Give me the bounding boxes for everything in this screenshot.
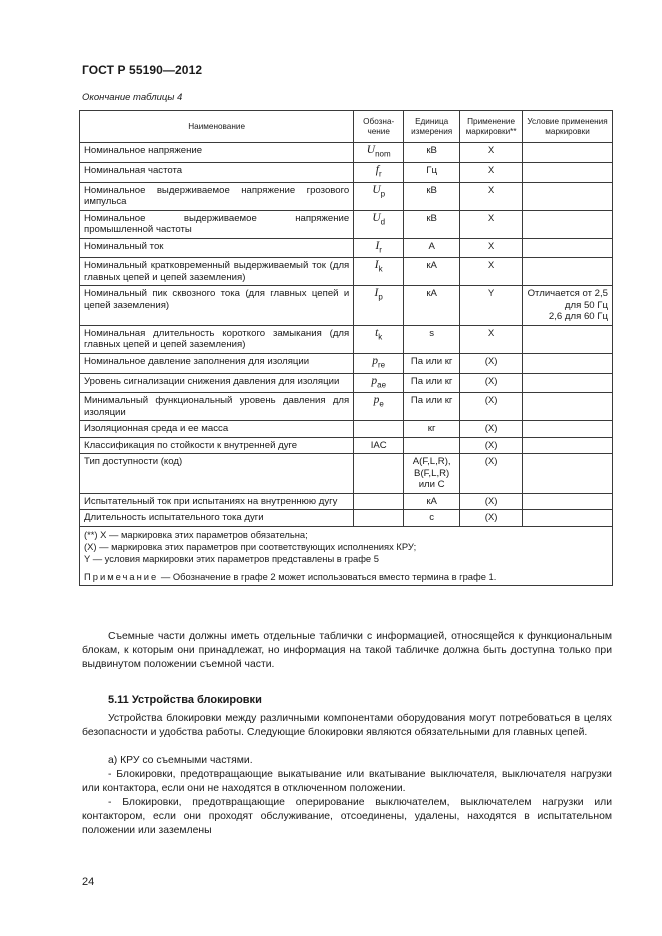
unit-line: или С — [418, 479, 445, 491]
row-name: Номинальное выдерживаемое напряжение промышленной частоты — [80, 210, 354, 238]
table-header-row — [80, 111, 613, 143]
row-symbol: $p_{ae}$ — [354, 373, 404, 393]
condition-line: Отличается от 2,5 — [527, 288, 608, 300]
paragraph-list-a: а) КРУ со съемными частями. — [108, 755, 253, 766]
table-row — [80, 325, 613, 353]
row-name: Номинальный кратковременный выдерживаемый ток (для главных цепей и цепей заземления) — [80, 258, 354, 286]
row-symbol: $I_k$ — [354, 258, 404, 286]
column-header-unit: Единица измерения — [404, 111, 460, 143]
page-number: 24 — [82, 876, 95, 888]
table-row — [80, 373, 613, 393]
table-row — [80, 143, 613, 163]
remark-label: Примечание — [84, 570, 159, 582]
table-row — [80, 393, 613, 421]
row-marking: X — [460, 210, 523, 238]
row-symbol — [354, 493, 404, 510]
table-row — [80, 210, 613, 238]
row-condition — [523, 510, 613, 527]
row-condition — [523, 325, 613, 353]
paragraph-removable-parts: Съемные части должны иметь отдельные таблички с информацией, относящейся к функциональным блокам, к которым они принадлежат, но информация на такой табличке должна быть доступна только при выдвинутом положении съемной части. — [82, 631, 612, 670]
row-symbol: $U_p$ — [354, 182, 404, 210]
row-unit: кг — [404, 421, 460, 438]
row-marking: X — [460, 182, 523, 210]
table-row — [80, 162, 613, 182]
row-name: Изоляционная среда и ее масса — [80, 421, 354, 438]
table-notes-row — [80, 526, 613, 585]
row-symbol — [354, 421, 404, 438]
row-name: Испытательный ток при испытаниях на внутреннюю дугу — [80, 493, 354, 510]
row-symbol: $I_r$ — [354, 238, 404, 258]
row-unit: кВ — [404, 143, 460, 163]
paragraph-interlocks-intro: Устройства блокировки между различными компонентами оборудования могут потребоваться в целях безопасности и удобства работы. Следующие блокировки являются обязательными для главных цепей. — [82, 713, 612, 738]
row-unit: Па или кг — [404, 353, 460, 373]
row-unit: Па или кг — [404, 373, 460, 393]
condition-line: для 50 Гц — [564, 299, 608, 311]
row-marking: (X) — [460, 373, 523, 393]
row-condition — [523, 162, 613, 182]
row-name: Номинальная длительность короткого замыкания (для главных цепей и цепей заземления) — [80, 325, 354, 353]
row-condition — [523, 437, 613, 454]
row-name: Классификация по стойкости к внутренней дуге — [80, 437, 354, 454]
row-unit: Гц — [404, 162, 460, 182]
row-symbol — [354, 454, 404, 494]
table-row — [80, 286, 613, 326]
row-symbol: $t_k$ — [354, 325, 404, 353]
column-header-marking: Применение маркировки** — [460, 111, 523, 143]
table-row — [80, 493, 613, 510]
row-symbol: IAC — [354, 437, 404, 454]
row-unit: А — [404, 238, 460, 258]
row-condition — [523, 258, 613, 286]
table-notes — [80, 526, 613, 585]
row-marking: X — [460, 143, 523, 163]
row-unit: кВ — [404, 182, 460, 210]
table-row — [80, 421, 613, 438]
row-marking: (X) — [460, 437, 523, 454]
row-name: Длительность испытательного тока дуги — [80, 510, 354, 527]
note-line: (X) — маркировка этих параметров при соответствующих исполнениях КРУ; — [84, 540, 417, 552]
row-marking: (X) — [460, 454, 523, 494]
row-marking: X — [460, 258, 523, 286]
table-remark — [84, 571, 608, 583]
row-condition — [523, 421, 613, 438]
table-row — [80, 182, 613, 210]
column-header-name: Наименование — [80, 111, 354, 143]
row-symbol: $I_p$ — [354, 286, 404, 326]
row-marking: X — [460, 238, 523, 258]
row-marking: (X) — [460, 421, 523, 438]
row-condition — [523, 238, 613, 258]
marking-table — [79, 110, 613, 586]
document-header: ГОСТ Р 55190—2012 — [82, 63, 203, 77]
row-condition — [523, 210, 613, 238]
row-condition — [523, 373, 613, 393]
row-unit: s — [404, 325, 460, 353]
column-header-condition: Условие применения маркировки — [523, 111, 613, 143]
row-name: Тип доступности (код) — [80, 454, 354, 494]
row-unit: кА — [404, 286, 460, 326]
row-name: Номинальный ток — [80, 238, 354, 258]
row-name: Уровень сигнализации снижения давления для изоляции — [80, 373, 354, 393]
table-row — [80, 454, 613, 494]
column-header-symbol: Обозна-чение — [354, 111, 404, 143]
remark-text: — Обозначение в графе 2 может использоваться вместо термина в графе 1. — [158, 570, 497, 582]
table-row — [80, 258, 613, 286]
row-symbol: $p_{re}$ — [354, 353, 404, 373]
paragraph-interlock-1: - Блокировки, предотвращающие выкатывание или вкатывание выключателя, выключателя нагрузки или контактора, если они не находятся в отключенном положении. — [82, 769, 612, 794]
table-row — [80, 238, 613, 258]
row-name: Номинальное давление заполнения для изоляции — [80, 353, 354, 373]
row-symbol: $U_d$ — [354, 210, 404, 238]
paragraph-interlock-2: - Блокировки, предотвращающие оперирование выключателем, выключателем нагрузки или контактором, если они проходят обслуживание, отсоединены, удалены, находятся в испытательном положении или заземлены — [82, 797, 612, 836]
row-unit: кА — [404, 493, 460, 510]
row-unit: с — [404, 510, 460, 527]
row-symbol: $f_r$ — [354, 162, 404, 182]
row-name: Минимальный функциональный уровень давления для изоляции — [80, 393, 354, 421]
row-symbol: $U_{nom}$ — [354, 143, 404, 163]
row-unit: кА — [404, 258, 460, 286]
row-unit — [404, 437, 460, 454]
table-caption: Окончание таблицы 4 — [82, 92, 183, 103]
section-heading: 5.11 Устройства блокировки — [108, 694, 262, 706]
row-unit: Па или кг — [404, 393, 460, 421]
row-marking: (X) — [460, 493, 523, 510]
row-unit — [404, 454, 460, 494]
note-line: Y — условия маркировки этих параметров представлены в графе 5 — [84, 552, 379, 564]
row-name: Номинальный пик сквозного тока (для главных цепей и цепей заземления) — [80, 286, 354, 326]
row-marking: X — [460, 325, 523, 353]
row-condition — [523, 493, 613, 510]
row-marking: Y — [460, 286, 523, 326]
row-marking: X — [460, 162, 523, 182]
unit-line: В(F,L,R) — [414, 467, 450, 479]
row-name: Номинальное выдерживаемое напряжение грозового импульса — [80, 182, 354, 210]
row-condition — [523, 143, 613, 163]
row-marking: (X) — [460, 353, 523, 373]
row-condition — [523, 286, 613, 326]
row-symbol — [354, 510, 404, 527]
row-condition — [523, 454, 613, 494]
row-marking: (X) — [460, 510, 523, 527]
unit-line: А(F,L,R), — [412, 456, 451, 468]
table-row — [80, 510, 613, 527]
row-condition — [523, 182, 613, 210]
row-condition — [523, 353, 613, 373]
row-symbol: $p_e$ — [354, 393, 404, 421]
condition-line: 2,6 для 60 Гц — [548, 311, 608, 323]
row-condition — [523, 393, 613, 421]
table-row — [80, 353, 613, 373]
row-name: Номинальная частота — [80, 162, 354, 182]
row-name: Номинальное напряжение — [80, 143, 354, 163]
row-marking: (X) — [460, 393, 523, 421]
row-unit: кВ — [404, 210, 460, 238]
table-row — [80, 437, 613, 454]
note-line: (**) X — маркировка этих параметров обязательна; — [84, 528, 308, 540]
